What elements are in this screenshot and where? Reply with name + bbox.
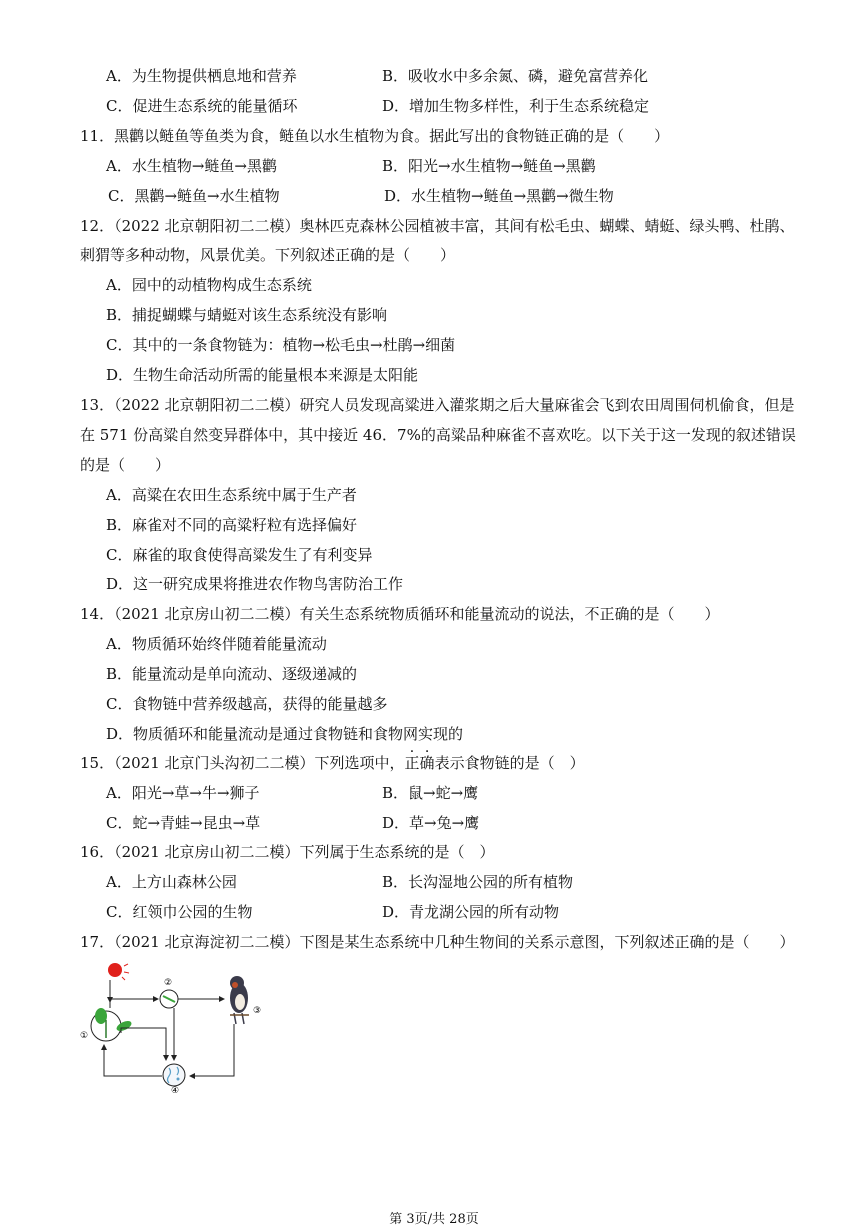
q15-option-d: D．草→兔→鹰 <box>382 814 480 832</box>
q11-option-b: B．阳光→水生植物→鲢鱼→黑鹳 <box>382 157 596 175</box>
q12-option-d: D．生物生命活动所需的能量根本来源是太阳能 <box>106 366 419 384</box>
q17-stem: 17．（2021 北京海淀初二二模）下图是某生态系统中几种生物间的关系示意图，下列叙述正确的是（ ） <box>80 933 795 951</box>
page-footer: 第 3页/共 28页 <box>389 1212 479 1227</box>
q11-option-d: D．水生植物→鲢鱼→黑鹳→微生物 <box>384 187 614 205</box>
q16-option-c: C．红领巾公园的生物 <box>106 903 253 921</box>
q10-option-c: C．促进生态系统的能量循环 <box>106 97 298 115</box>
q14-option-d: D．物质循环和能量流动是通过食物链和食物网实现的 <box>106 725 464 743</box>
sun-icon <box>108 963 129 980</box>
q10-option-b: B．吸收水中多余氮、磷，避免富营养化 <box>382 67 649 85</box>
q16-option-a: A．上方山森林公园 <box>106 873 237 891</box>
q14-option-c: C．食物链中营养级越高，获得的能量越多 <box>106 695 388 713</box>
q16-option-d: D．青龙湖公园的所有动物 <box>382 903 560 921</box>
q15-stem-emphasis-1: 正 <box>404 754 420 772</box>
consumer-bird-icon <box>230 976 249 1024</box>
q13-option-d: D．这一研究成果将推进农作物鸟害防治工作 <box>106 575 404 593</box>
q15-stem-emphasis-2: 确 <box>419 754 435 772</box>
consumer-insect-icon <box>160 990 178 1008</box>
q12-stem-line2: 刺猬等多种动物，风景优美。下列叙述正确的是（ ） <box>80 246 456 264</box>
q14-option-a: A．物质循环始终伴随着能量流动 <box>106 635 327 653</box>
q15-option-a: A．阳光→草→牛→狮子 <box>106 784 260 802</box>
q14-stem: 14．（2021 北京房山初二二模）有关生态系统物质循环和能量流动的说法，不正确的是（ ） <box>80 605 720 623</box>
producer-plant-icon <box>91 1008 133 1041</box>
decomposer-icon <box>163 1064 185 1086</box>
q15-stem-prefix: 15．（2021 北京门头沟初二二模）下列选项中， <box>80 754 405 772</box>
q10-option-a: A．为生物提供栖息地和营养 <box>106 67 297 85</box>
q13-option-c: C．麻雀的取食使得高粱发生了有利变异 <box>106 546 373 564</box>
q15-stem <box>80 753 585 773</box>
q13-stem-line2: 在 571 份高粱自然变异群体中，其中接近 46．7%的高粱品种麻雀不喜欢吃。以下关于这一发现的叙述错误 <box>80 426 796 444</box>
q16-stem: 16．（2021 北京房山初二二模）下列属于生态系统的是（ ） <box>80 843 495 861</box>
q13-option-b: B．麻雀对不同的高粱籽粒有选择偏好 <box>106 516 358 534</box>
q13-option-a: A．高粱在农田生态系统中属于生产者 <box>106 486 357 504</box>
q11-stem: 11．黑鹳以鲢鱼等鱼类为食，鲢鱼以水生植物为食。据此写出的食物链正确的是（ ） <box>80 127 670 145</box>
q15-option-c: C．蛇→青蛙→昆虫→草 <box>106 814 261 832</box>
q12-option-b: B．捕捉蝴蝶与蜻蜓对该生态系统没有影响 <box>106 306 388 324</box>
diagram-label-4: ④ <box>171 1086 180 1096</box>
q10-option-d: D．增加生物多样性，利于生态系统稳定 <box>382 97 650 115</box>
q12-stem-line1: 12．（2022 北京朝阳初二二模）奥林匹克森林公园植被丰富，其间有松毛虫、蝴蝶、蜻蜓、绿头鸭、杜鹃、 <box>80 217 795 235</box>
diagram-label-1: ① <box>80 1031 89 1041</box>
q13-stem-line3: 的是（ ） <box>80 456 171 474</box>
q14-option-b: B．能量流动是单向流动、逐级递减的 <box>106 665 358 683</box>
q13-stem-line1: 13．（2022 北京朝阳初二二模）研究人员发现高粱进入灌浆期之后大量麻雀会飞到农田周围伺机偷食，但是 <box>80 396 795 414</box>
q12-option-a: A．园中的动植物构成生态系统 <box>106 276 312 294</box>
diagram-label-3: ③ <box>253 1006 262 1016</box>
q16-option-b: B．长沟湿地公园的所有植物 <box>382 873 574 891</box>
ecosystem-diagram <box>74 958 274 1096</box>
q15-stem-suffix: 表示食物链的是（ ） <box>434 754 585 772</box>
q12-option-c: C．其中的一条食物链为：植物→松毛虫→杜鹃→细菌 <box>106 336 456 354</box>
diagram-label-2: ② <box>164 978 173 988</box>
q15-option-b: B．鼠→蛇→鹰 <box>382 784 479 802</box>
q11-option-a: A．水生植物→鲢鱼→黑鹳 <box>106 157 277 175</box>
q11-option-c: C．黑鹳→鲢鱼→水生植物 <box>108 187 280 205</box>
